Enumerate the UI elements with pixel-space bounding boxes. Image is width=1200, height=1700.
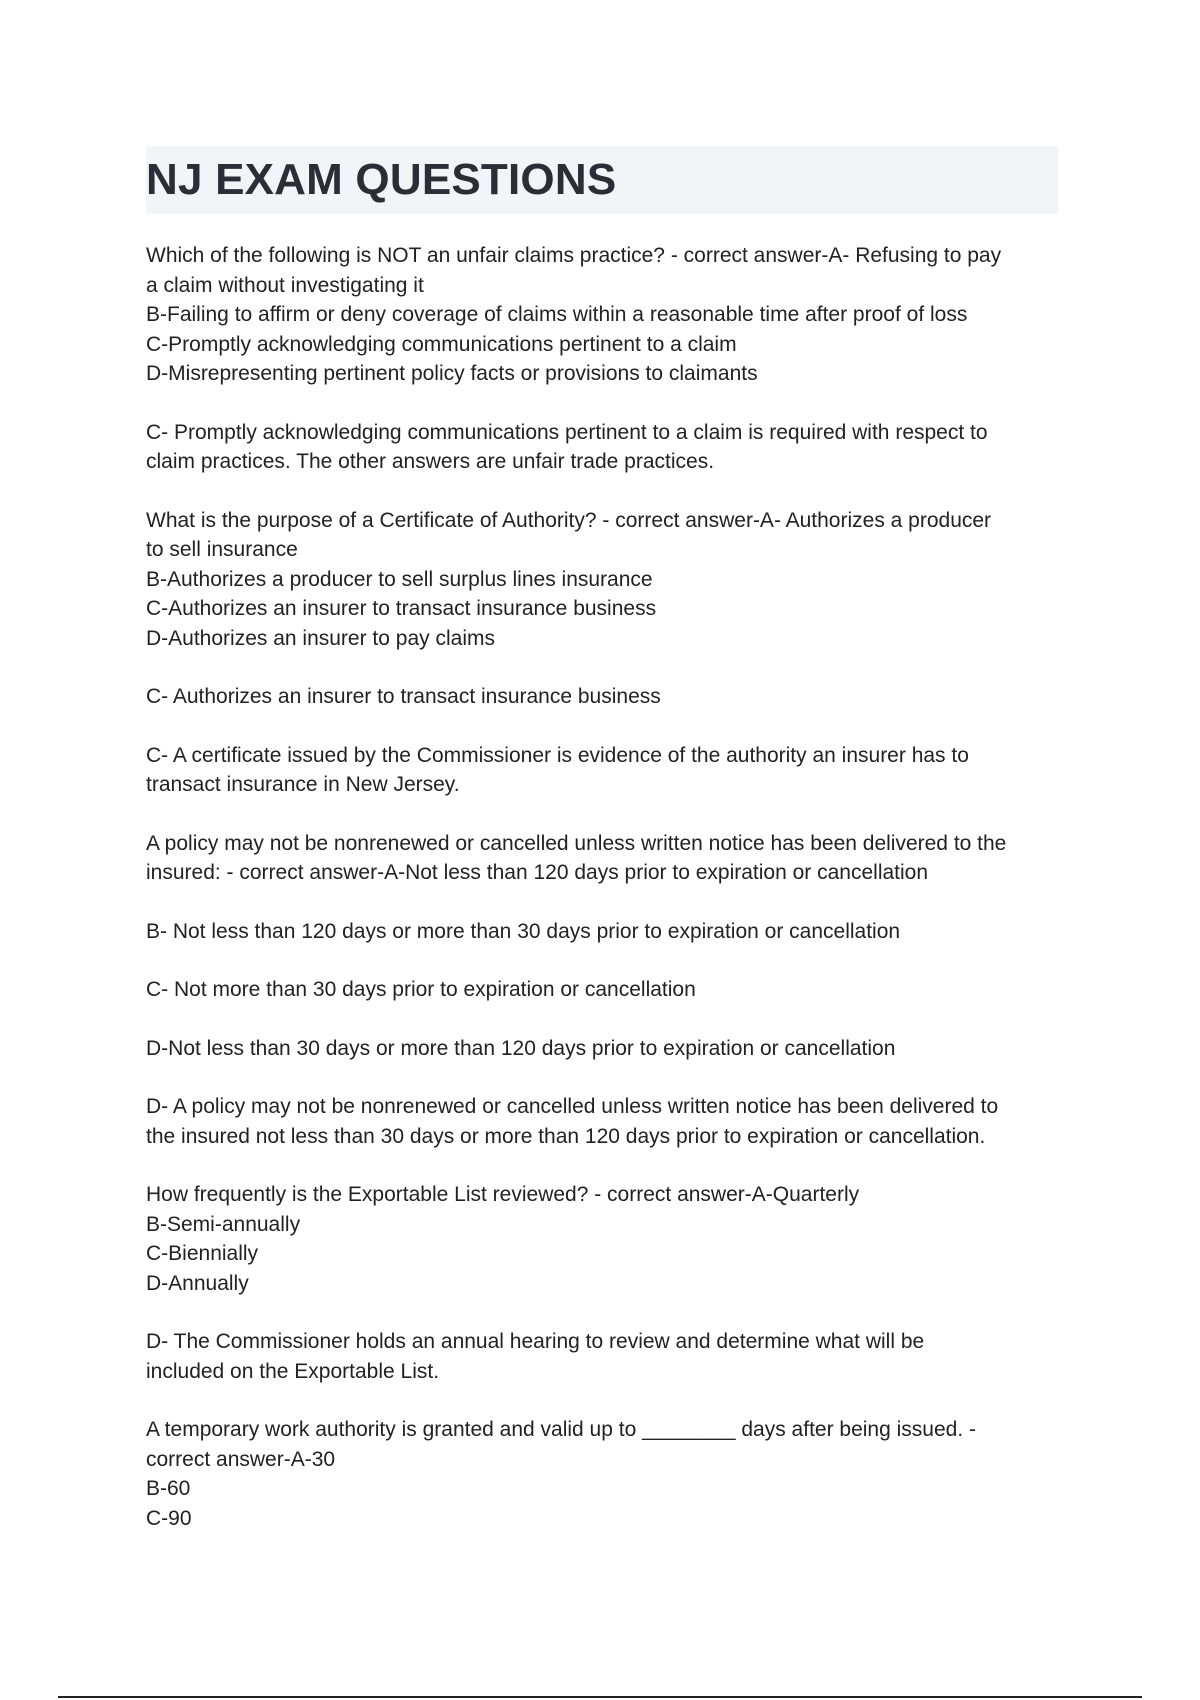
text-line: D-Annually	[146, 1271, 249, 1295]
text-line: D-Misrepresenting pertinent policy facts or provisions to claimants	[146, 362, 758, 385]
text-line: B-60	[146, 1477, 191, 1500]
text-paragraph	[146, 829, 1058, 888]
text-line: a claim without investigating it	[146, 273, 424, 297]
title-bar	[146, 146, 1058, 214]
text-line: C- Promptly acknowledging communications pertinent to a claim is required with respect to	[146, 420, 988, 444]
text-paragraph	[146, 241, 1058, 389]
text-line: Which of the following is NOT an unfair claims practice? - correct answer-A- Refusing to pay	[146, 244, 1002, 267]
text-line: D-Not less than 30 days or more than 120 days prior to expiration or cancellation	[146, 1036, 896, 1060]
text-line: the insured not less than 30 days or more than 120 days prior to expiration or cancellation.	[146, 1124, 986, 1148]
text-line: included on the Exportable List.	[146, 1359, 440, 1383]
text-paragraph	[146, 682, 1058, 712]
text-paragraph	[146, 1415, 1058, 1533]
text-paragraph	[146, 917, 1058, 947]
text-line: A temporary work authority is granted and valid up to ________ days after being issued. -	[146, 1418, 976, 1441]
text-line: C- Not more than 30 days prior to expiration or cancellation	[146, 978, 696, 1001]
page-body	[146, 146, 1058, 1562]
text-line: How frequently is the Exportable List reviewed? - correct answer-A-Quarterly	[146, 1183, 860, 1206]
text-line: claim practices. The other answers are unfair trade practices.	[146, 450, 715, 473]
text-line: C-90	[146, 1506, 192, 1530]
text-line: D- The Commissioner holds an annual hearing to review and determine what will be	[146, 1330, 925, 1353]
text-paragraph	[146, 1034, 1058, 1064]
text-paragraph	[146, 975, 1058, 1005]
footer-divider	[58, 1696, 1142, 1698]
document-title: NJ EXAM QUESTIONS	[146, 155, 617, 204]
text-paragraph	[146, 506, 1058, 654]
text-line: B-Authorizes a producer to sell surplus lines insurance	[146, 567, 653, 591]
text-line: D- A policy may not be nonrenewed or cancelled unless written notice has been delivered to	[146, 1095, 999, 1118]
text-line: C- A certificate issued by the Commissioner is evidence of the authority an insurer has to	[146, 743, 969, 767]
text-line: B-Failing to affirm or deny coverage of claims within a reasonable time after proof of loss	[146, 303, 968, 326]
text-line: C- Authorizes an insurer to transact insurance business	[146, 685, 661, 708]
text-line: B- Not less than 120 days or more than 30 days prior to expiration or cancellation	[146, 919, 901, 943]
text-line: insured: - correct answer-A-Not less than 120 days prior to expiration or cancellation	[146, 861, 929, 884]
text-line: C-Promptly acknowledging communications pertinent to a claim	[146, 332, 737, 356]
text-line: A policy may not be nonrenewed or cancelled unless written notice has been delivered to the	[146, 831, 1007, 855]
text-line: transact insurance in New Jersey.	[146, 773, 460, 796]
text-line: C-Authorizes an insurer to transact insurance business	[146, 597, 657, 620]
document-content	[146, 241, 1058, 1533]
text-paragraph	[146, 1180, 1058, 1298]
text-line: C-Biennially	[146, 1242, 259, 1265]
text-line: What is the purpose of a Certificate of Authority? - correct answer-A- Authorizes a producer	[146, 508, 992, 532]
text-paragraph	[146, 418, 1058, 477]
text-line: to sell insurance	[146, 538, 298, 561]
text-paragraph	[146, 1092, 1058, 1151]
text-line: B-Semi-annually	[146, 1212, 301, 1236]
text-paragraph	[146, 741, 1058, 800]
text-line: correct answer-A-30	[146, 1447, 336, 1471]
text-paragraph	[146, 1327, 1058, 1386]
text-line: D-Authorizes an insurer to pay claims	[146, 626, 495, 650]
